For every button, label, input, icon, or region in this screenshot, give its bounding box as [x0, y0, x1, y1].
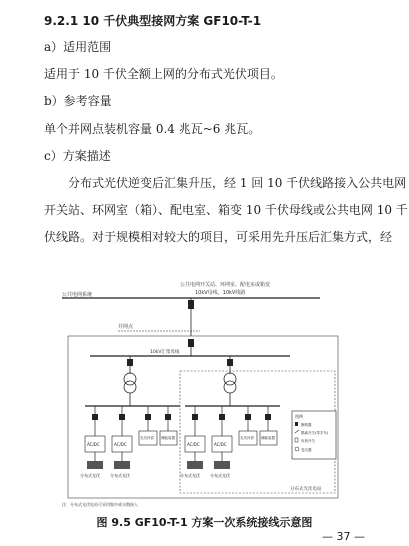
pv-panel-icon: [214, 461, 230, 469]
unit1: [80, 406, 177, 478]
grid-note: 公共电网开关站、环网室、配电室或箱变: [180, 282, 271, 288]
pv-panel-icon: [87, 461, 103, 469]
unit2-pv1: 分布式光伏: [180, 473, 200, 478]
pcc-label: 并网点: [118, 324, 134, 330]
legend-item-3: 负荷开关: [301, 439, 315, 443]
feeder-breaker-1: [127, 359, 133, 366]
pv-panel-icon: [187, 461, 203, 469]
pv-panel-icon: [114, 461, 130, 469]
b-label: b）参考容量: [44, 94, 112, 108]
figure-caption: 图 9.5 GF10-T-1 方案一次系统接线示意图: [96, 516, 313, 529]
wiring-diagram: [60, 276, 350, 508]
unit2-inv1: AC/DC: [187, 442, 200, 447]
unit1-pv2: 分布式光伏: [110, 473, 130, 478]
unit2-pv2: 分布式光伏: [210, 473, 230, 478]
unit2-inv2: AC/DC: [214, 442, 227, 447]
unit1-comp: 无功补偿: [140, 436, 154, 440]
c-line-2: 开关站、环网室（箱）、配电室、箱变 10 千伏母线或公共电网 10 千: [44, 203, 408, 217]
legend-item-4: 变压器: [301, 448, 312, 452]
page-number: — 37 —: [322, 530, 365, 543]
b-text: 单个并网点装机容量 0.4 兆瓦~6 兆瓦。: [44, 122, 261, 136]
c-label: c）方案描述: [44, 149, 111, 163]
c-line-1: 分布式光伏逆变后汇集升压，经 1 回 10 千伏线路接入公共电网: [68, 176, 407, 190]
transformer-2b: [224, 381, 236, 393]
legend-title: 图例: [295, 414, 303, 419]
pcc-breaker: [188, 339, 194, 347]
unit2-comp: 无功补偿: [240, 436, 254, 440]
public-grid-label: 公共电网系统: [62, 292, 93, 298]
a-text: 适用于 10 千伏全额上网的分布式光伏项目。: [44, 67, 283, 81]
unit2-storage: 储能装置: [261, 436, 275, 440]
a-label: a）适用范围: [44, 40, 112, 54]
section-title: 9.2.1 10 千伏典型接网方案 GF10-T-1: [44, 14, 262, 28]
diagram-note: 注：分布式光伏电站可采用集中或分散接入: [62, 502, 138, 507]
unit1-inv2: AC/DC: [114, 442, 127, 447]
unit1-pv1: 分布式光伏: [80, 473, 100, 478]
bus-label: 10kV汇集母线: [150, 350, 180, 355]
unit2-label: 分布式光伏电站: [290, 487, 322, 492]
transformer-1b: [124, 381, 136, 393]
legend-item-1: 断路器: [301, 423, 312, 427]
unit2: [180, 406, 277, 478]
feeder-breaker-2: [227, 359, 233, 366]
legend: [292, 411, 336, 459]
unit1-inv1: AC/DC: [87, 442, 100, 447]
grid-note-2: 10kV母线，10kV线路: [195, 290, 246, 296]
c-line-3: 伏线路。对于规模相对较大的项目，可采用先升压后汇集方式，经: [44, 230, 393, 244]
unit1-storage: 储能装置: [161, 436, 175, 440]
breaker-icon: [295, 422, 298, 426]
legend-item-2: 隔离开关(带手车): [301, 431, 329, 435]
